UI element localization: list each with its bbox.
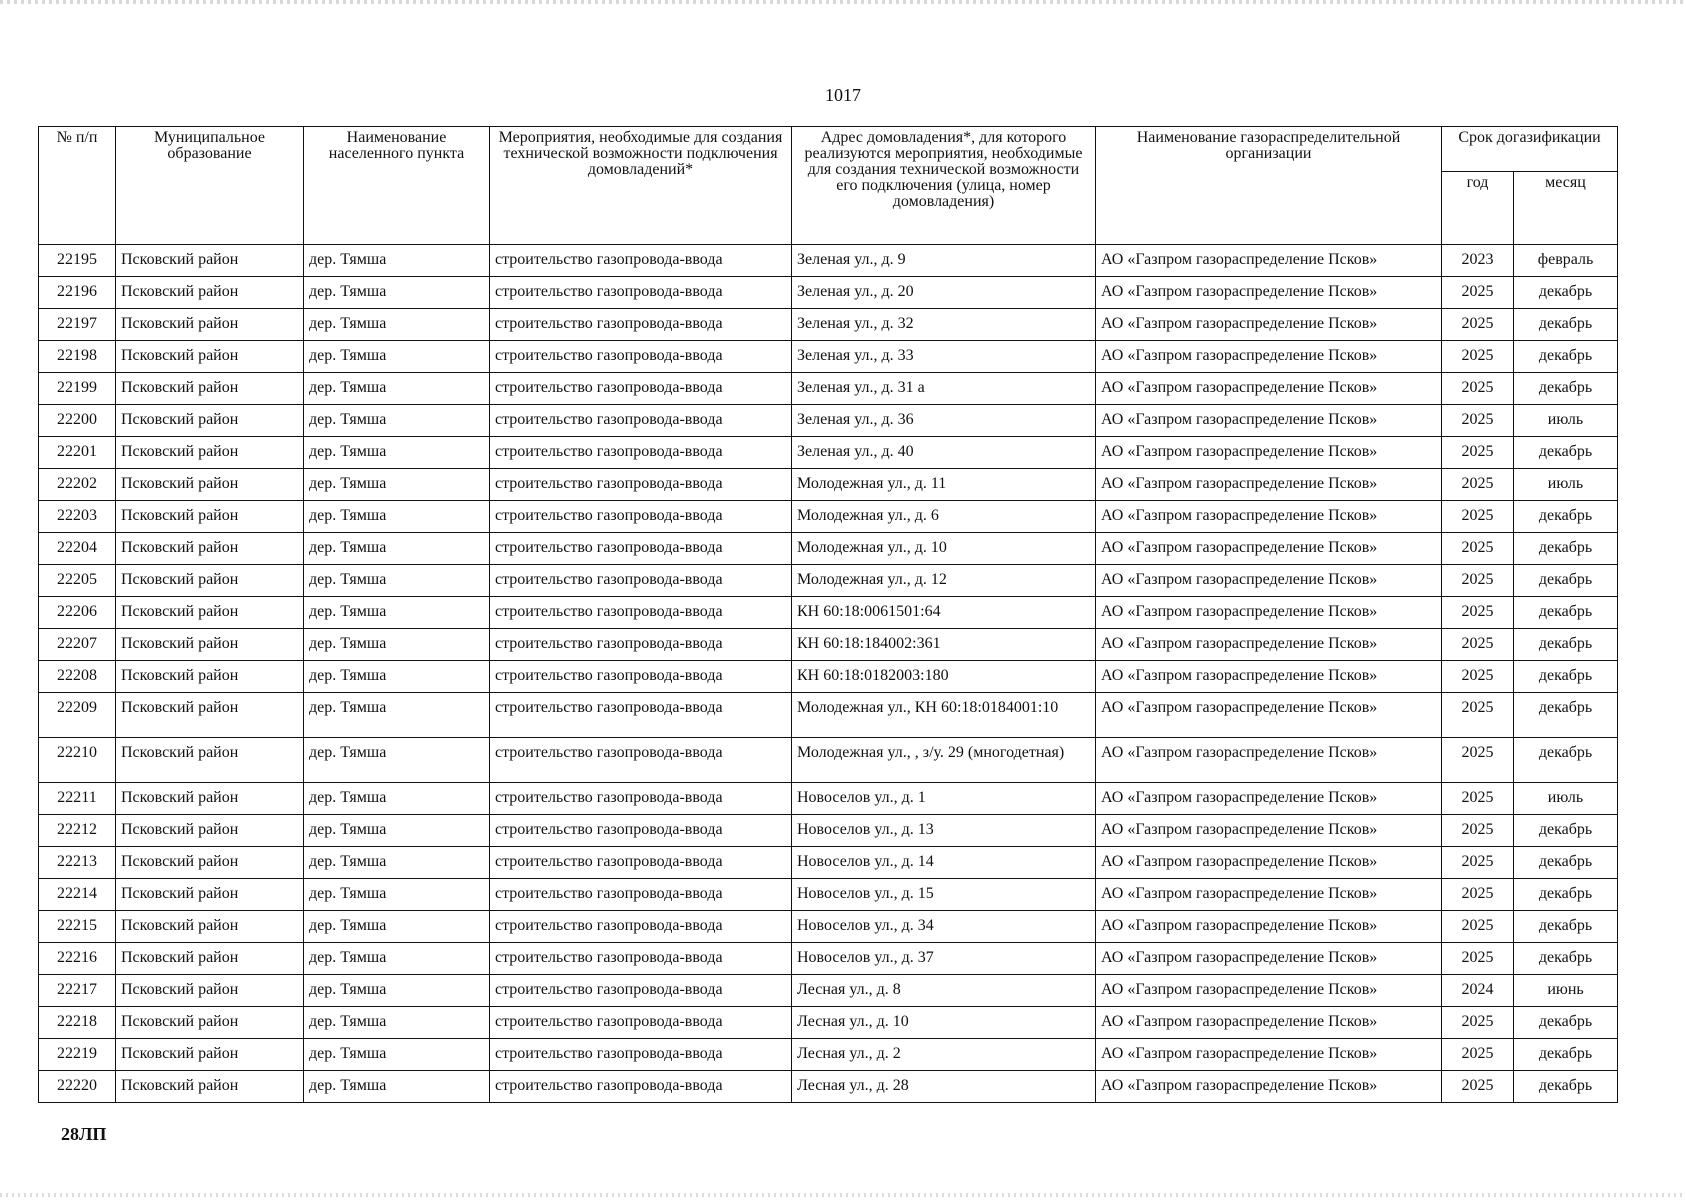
year-cell: 2025 [1442,1071,1514,1103]
address-cell: Новоселов ул., д. 14 [792,847,1096,879]
month-cell: декабрь [1514,501,1618,533]
row-number: 22197 [39,309,116,341]
month-cell: июль [1514,405,1618,437]
address-cell: Зеленая ул., д. 40 [792,437,1096,469]
organization-cell: АО «Газпром газораспределение Псков» [1096,501,1442,533]
settlement-cell: дер. Тямша [304,277,490,309]
measure-cell: строительство газопровода-ввода [490,943,792,975]
address-cell: КН 60:18:0182003:180 [792,661,1096,693]
municipality-cell: Псковский район [116,629,304,661]
year-cell: 2025 [1442,373,1514,405]
address-cell: Зеленая ул., д. 9 [792,245,1096,277]
measure-cell: строительство газопровода-ввода [490,533,792,565]
row-number: 22199 [39,373,116,405]
address-cell: Молодежная ул., д. 11 [792,469,1096,501]
address-cell: Новоселов ул., д. 37 [792,943,1096,975]
page-number: 1017 [825,85,861,105]
row-number: 22215 [39,911,116,943]
municipality-cell: Псковский район [116,879,304,911]
address-cell: Молодежная ул., КН 60:18:0184001:10 [792,693,1096,738]
month-cell: декабрь [1514,661,1618,693]
month-cell: декабрь [1514,629,1618,661]
year-cell: 2025 [1442,911,1514,943]
address-cell: Новоселов ул., д. 15 [792,879,1096,911]
month-cell: декабрь [1514,533,1618,565]
month-cell: декабрь [1514,943,1618,975]
header-organization: Наименование газораспределительной организации [1096,127,1442,245]
table-row [39,847,1618,879]
table-row [39,405,1618,437]
address-cell: КН 60:18:0061501:64 [792,597,1096,629]
organization-cell: АО «Газпром газораспределение Псков» [1096,469,1442,501]
year-cell: 2025 [1442,815,1514,847]
address-cell: Зеленая ул., д. 32 [792,309,1096,341]
table-row [39,533,1618,565]
municipality-cell: Псковский район [116,1007,304,1039]
municipality-cell: Псковский район [116,1039,304,1071]
header-address: Адрес домовладения*, для которого реализуются мероприятия, необходимые для создания технической возможности его подключения (улица, номер домовладения) [792,127,1096,245]
table-row [39,911,1618,943]
row-number: 22219 [39,1039,116,1071]
month-cell: декабрь [1514,693,1618,738]
table-row [39,879,1618,911]
row-number: 22207 [39,629,116,661]
row-number: 22195 [39,245,116,277]
address-cell: Новоселов ул., д. 34 [792,911,1096,943]
row-number: 22208 [39,661,116,693]
year-cell: 2025 [1442,847,1514,879]
header-measures: Мероприятия, необходимые для создания технической возможности подключения домовладений* [490,127,792,245]
header-month: месяц [1514,172,1618,245]
organization-cell: АО «Газпром газораспределение Псков» [1096,405,1442,437]
row-number: 22218 [39,1007,116,1039]
month-cell: декабрь [1514,815,1618,847]
measure-cell: строительство газопровода-ввода [490,565,792,597]
table-row [39,277,1618,309]
table-row [39,783,1618,815]
table-row [39,1039,1618,1071]
organization-cell: АО «Газпром газораспределение Псков» [1096,738,1442,783]
header-year: год [1442,172,1514,245]
settlement-cell: дер. Тямша [304,943,490,975]
address-cell: Новоселов ул., д. 1 [792,783,1096,815]
measure-cell: строительство газопровода-ввода [490,1071,792,1103]
month-cell: декабрь [1514,1071,1618,1103]
table-body [39,245,1618,1103]
organization-cell: АО «Газпром газораспределение Псков» [1096,943,1442,975]
organization-cell: АО «Газпром газораспределение Псков» [1096,783,1442,815]
row-number: 22202 [39,469,116,501]
measure-cell: строительство газопровода-ввода [490,405,792,437]
year-cell: 2025 [1442,437,1514,469]
organization-cell: АО «Газпром газораспределение Псков» [1096,879,1442,911]
year-cell: 2025 [1442,405,1514,437]
measure-cell: строительство газопровода-ввода [490,309,792,341]
settlement-cell: дер. Тямша [304,565,490,597]
address-cell: Зеленая ул., д. 31 а [792,373,1096,405]
table-row [39,437,1618,469]
measure-cell: строительство газопровода-ввода [490,245,792,277]
month-cell: декабрь [1514,879,1618,911]
measure-cell: строительство газопровода-ввода [490,1007,792,1039]
year-cell: 2025 [1442,277,1514,309]
settlement-cell: дер. Тямша [304,437,490,469]
table-row [39,309,1618,341]
row-number: 22205 [39,565,116,597]
organization-cell: АО «Газпром газораспределение Псков» [1096,1039,1442,1071]
municipality-cell: Псковский район [116,815,304,847]
month-cell: декабрь [1514,847,1618,879]
year-cell: 2023 [1442,245,1514,277]
row-number: 22212 [39,815,116,847]
municipality-cell: Псковский район [116,373,304,405]
settlement-cell: дер. Тямша [304,405,490,437]
settlement-cell: дер. Тямша [304,661,490,693]
settlement-cell: дер. Тямша [304,1071,490,1103]
table-row [39,565,1618,597]
row-number: 22211 [39,783,116,815]
row-number: 22213 [39,847,116,879]
settlement-cell: дер. Тямша [304,975,490,1007]
municipality-cell: Псковский район [116,975,304,1007]
settlement-cell: дер. Тямша [304,1039,490,1071]
footer-code: 28ЛП [61,1124,107,1144]
header-municipality: Муниципальное образование [116,127,304,245]
measure-cell: строительство газопровода-ввода [490,1039,792,1071]
year-cell: 2025 [1442,533,1514,565]
settlement-cell: дер. Тямша [304,533,490,565]
month-cell: декабрь [1514,437,1618,469]
address-cell: Зеленая ул., д. 20 [792,277,1096,309]
municipality-cell: Псковский район [116,245,304,277]
address-cell: Зеленая ул., д. 36 [792,405,1096,437]
row-number: 22214 [39,879,116,911]
month-cell: июнь [1514,975,1618,1007]
municipality-cell: Псковский район [116,341,304,373]
organization-cell: АО «Газпром газораспределение Псков» [1096,1007,1442,1039]
settlement-cell: дер. Тямша [304,911,490,943]
table-row [39,815,1618,847]
settlement-cell: дер. Тямша [304,469,490,501]
measure-cell: строительство газопровода-ввода [490,911,792,943]
year-cell: 2025 [1442,565,1514,597]
row-number: 22203 [39,501,116,533]
measure-cell: строительство газопровода-ввода [490,629,792,661]
organization-cell: АО «Газпром газораспределение Псков» [1096,309,1442,341]
row-number: 22206 [39,597,116,629]
organization-cell: АО «Газпром газораспределение Псков» [1096,975,1442,1007]
measure-cell: строительство газопровода-ввода [490,501,792,533]
municipality-cell: Псковский район [116,533,304,565]
settlement-cell: дер. Тямша [304,341,490,373]
month-cell: декабрь [1514,341,1618,373]
municipality-cell: Псковский район [116,309,304,341]
settlement-cell: дер. Тямша [304,693,490,738]
organization-cell: АО «Газпром газораспределение Псков» [1096,693,1442,738]
year-cell: 2025 [1442,629,1514,661]
year-cell: 2025 [1442,943,1514,975]
month-cell: декабрь [1514,738,1618,783]
row-number: 22210 [39,738,116,783]
month-cell: июль [1514,469,1618,501]
municipality-cell: Псковский район [116,738,304,783]
municipality-cell: Псковский район [116,565,304,597]
organization-cell: АО «Газпром газораспределение Псков» [1096,437,1442,469]
address-cell: Молодежная ул., , з/у. 29 (многодетная) [792,738,1096,783]
organization-cell: АО «Газпром газораспределение Псков» [1096,533,1442,565]
measure-cell: строительство газопровода-ввода [490,693,792,738]
table-row [39,469,1618,501]
address-cell: Лесная ул., д. 8 [792,975,1096,1007]
header-num: № п/п [39,127,116,245]
municipality-cell: Псковский район [116,437,304,469]
year-cell: 2025 [1442,1039,1514,1071]
table-row [39,629,1618,661]
municipality-cell: Псковский район [116,597,304,629]
organization-cell: АО «Газпром газораспределение Псков» [1096,277,1442,309]
table-row [39,661,1618,693]
row-number: 22217 [39,975,116,1007]
month-cell: февраль [1514,245,1618,277]
settlement-cell: дер. Тямша [304,309,490,341]
row-number: 22198 [39,341,116,373]
municipality-cell: Псковский район [116,501,304,533]
measure-cell: строительство газопровода-ввода [490,341,792,373]
row-number: 22201 [39,437,116,469]
settlement-cell: дер. Тямша [304,847,490,879]
row-number: 22204 [39,533,116,565]
organization-cell: АО «Газпром газораспределение Псков» [1096,911,1442,943]
year-cell: 2025 [1442,469,1514,501]
row-number: 22220 [39,1071,116,1103]
month-cell: декабрь [1514,597,1618,629]
municipality-cell: Псковский район [116,661,304,693]
year-cell: 2024 [1442,975,1514,1007]
table-row [39,693,1618,738]
table-row [39,373,1618,405]
table-row [39,501,1618,533]
measure-cell: строительство газопровода-ввода [490,847,792,879]
measure-cell: строительство газопровода-ввода [490,783,792,815]
table-row [39,738,1618,783]
table-row [39,975,1618,1007]
month-cell: декабрь [1514,911,1618,943]
settlement-cell: дер. Тямша [304,373,490,405]
table-row [39,245,1618,277]
municipality-cell: Псковский район [116,1071,304,1103]
year-cell: 2025 [1442,661,1514,693]
header-deadline: Срок догазификации [1442,127,1618,172]
year-cell: 2025 [1442,693,1514,738]
header-settlement: Наименование населенного пункта [304,127,490,245]
row-number: 22216 [39,943,116,975]
settlement-cell: дер. Тямша [304,245,490,277]
settlement-cell: дер. Тямша [304,783,490,815]
table-header [39,127,1618,245]
organization-cell: АО «Газпром газораспределение Псков» [1096,245,1442,277]
settlement-cell: дер. Тямша [304,501,490,533]
settlement-cell: дер. Тямша [304,1007,490,1039]
measure-cell: строительство газопровода-ввода [490,373,792,405]
municipality-cell: Псковский район [116,469,304,501]
organization-cell: АО «Газпром газораспределение Псков» [1096,373,1442,405]
year-cell: 2025 [1442,597,1514,629]
organization-cell: АО «Газпром газораспределение Псков» [1096,565,1442,597]
organization-cell: АО «Газпром газораспределение Псков» [1096,1071,1442,1103]
municipality-cell: Псковский район [116,693,304,738]
row-number: 22196 [39,277,116,309]
address-cell: Лесная ул., д. 28 [792,1071,1096,1103]
settlement-cell: дер. Тямша [304,629,490,661]
measure-cell: строительство газопровода-ввода [490,437,792,469]
organization-cell: АО «Газпром газораспределение Псков» [1096,847,1442,879]
organization-cell: АО «Газпром газораспределение Псков» [1096,597,1442,629]
table-row [39,1071,1618,1103]
month-cell: декабрь [1514,309,1618,341]
address-cell: Молодежная ул., д. 12 [792,565,1096,597]
address-cell: Лесная ул., д. 10 [792,1007,1096,1039]
month-cell: декабрь [1514,277,1618,309]
measure-cell: строительство газопровода-ввода [490,738,792,783]
row-number: 22200 [39,405,116,437]
measure-cell: строительство газопровода-ввода [490,277,792,309]
address-cell: Молодежная ул., д. 6 [792,501,1096,533]
scan-edge-bottom [0,1193,1686,1197]
month-cell: декабрь [1514,1007,1618,1039]
month-cell: декабрь [1514,373,1618,405]
settlement-cell: дер. Тямша [304,597,490,629]
settlement-cell: дер. Тямша [304,815,490,847]
year-cell: 2025 [1442,738,1514,783]
table-row [39,1007,1618,1039]
organization-cell: АО «Газпром газораспределение Псков» [1096,629,1442,661]
municipality-cell: Псковский район [116,405,304,437]
measure-cell: строительство газопровода-ввода [490,597,792,629]
address-cell: Новоселов ул., д. 13 [792,815,1096,847]
year-cell: 2025 [1442,1007,1514,1039]
measure-cell: строительство газопровода-ввода [490,469,792,501]
year-cell: 2025 [1442,501,1514,533]
year-cell: 2025 [1442,879,1514,911]
municipality-cell: Псковский район [116,943,304,975]
address-cell: Зеленая ул., д. 33 [792,341,1096,373]
address-cell: КН 60:18:184002:361 [792,629,1096,661]
measure-cell: строительство газопровода-ввода [490,879,792,911]
address-cell: Молодежная ул., д. 10 [792,533,1096,565]
month-cell: июль [1514,783,1618,815]
organization-cell: АО «Газпром газораспределение Псков» [1096,661,1442,693]
municipality-cell: Псковский район [116,277,304,309]
settlement-cell: дер. Тямша [304,879,490,911]
municipality-cell: Псковский район [116,911,304,943]
address-cell: Лесная ул., д. 2 [792,1039,1096,1071]
organization-cell: АО «Газпром газораспределение Псков» [1096,815,1442,847]
year-cell: 2025 [1442,309,1514,341]
measure-cell: строительство газопровода-ввода [490,661,792,693]
table-row [39,597,1618,629]
municipality-cell: Псковский район [116,847,304,879]
month-cell: декабрь [1514,1039,1618,1071]
year-cell: 2025 [1442,783,1514,815]
settlement-cell: дер. Тямша [304,738,490,783]
month-cell: декабрь [1514,565,1618,597]
table-row [39,943,1618,975]
municipality-cell: Псковский район [116,783,304,815]
measure-cell: строительство газопровода-ввода [490,975,792,1007]
table-row [39,341,1618,373]
scan-edge-top [0,0,1686,4]
year-cell: 2025 [1442,341,1514,373]
row-number: 22209 [39,693,116,738]
gasification-table [38,126,1618,1103]
measure-cell: строительство газопровода-ввода [490,815,792,847]
organization-cell: АО «Газпром газораспределение Псков» [1096,341,1442,373]
